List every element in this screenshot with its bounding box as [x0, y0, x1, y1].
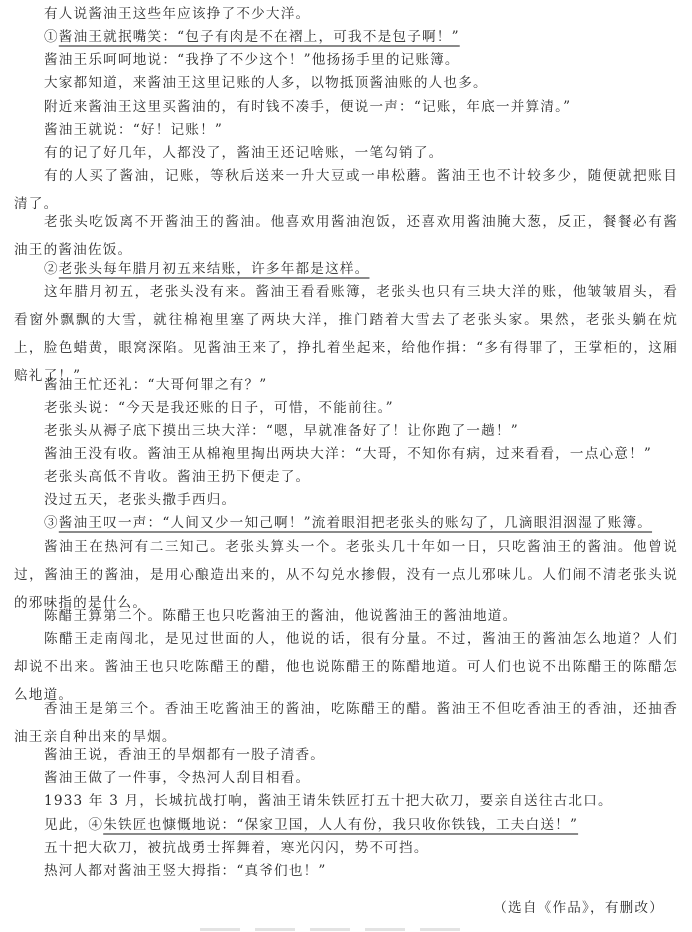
paragraph: 五十把大砍刀，被抗战勇士挥舞着，寒光闪闪，势不可挡。 [44, 839, 429, 856]
underlined-sentence-3: 酱油王叹一声：“人间又少一知己啊！”流着眼泪把老张头的账勾了，几滴眼泪洇湿了账簿。 [58, 515, 653, 532]
paragraph: 有的人买了酱油，记账，等秋后送来一升大豆或一串松蘑。酱油王也不计较多少，随便就把账目清了。 [14, 168, 678, 213]
underlined-sentence-4: 朱铁匠也慷慨地说：“保家卫国，人人有份，我只收你铁钱，工夫白送！” [103, 816, 579, 833]
paragraph: 酱油王在热河有二三知己。老张头算头一个。老张头几十年如一日，只吃酱油王的酱油。他曾说过，酱油王的酱油，是用心酿造出来的，从不勾兑水掺假，没有一点儿邪味儿。人们闹不清老张头说的邪味指的是什么。 [14, 538, 678, 611]
paragraph-prefix: 见此， [44, 816, 89, 833]
paragraph: 有人说酱油王这些年应该挣了不少大洋。 [44, 6, 311, 22]
marker-circled-1: ① [44, 29, 59, 46]
paragraph: 酱油王就说：“好！记账！” [44, 121, 224, 138]
underlined-sentence-1: 酱油王就抿嘴笑：“包子有肉是不在褶上，可我不是包子啊！” [58, 29, 460, 46]
marker-circled-2: ② [44, 260, 59, 277]
paragraph: 附近来酱油王这里买酱油的，有时钱不凑手，便说一声：“记账，年底一并算清。” [44, 98, 572, 115]
paragraph: 1933 年 3 月，长城抗战打响，酱油王请朱铁匠打五十把大砍刀，要亲自送往古北口。 [44, 793, 613, 810]
paragraph: 酱油王做了一件事，令热河人刮目相看。 [44, 770, 311, 787]
paragraph: 陈醋王走南闯北，是见过世面的人，他说的话，很有分量。不过，酱油王的酱油怎么地道？人们却说不出来。酱油王也只吃陈醋王的醋，他也说陈醋王的陈醋地道。可人们也说不出陈醋王的陈醋怎么地道。 [14, 631, 678, 704]
paragraph: 酱油王没有收。酱油王从棉袍里掏出两块大洋：“大哥，不知你有病，过来看看，一点心意！” [44, 446, 653, 462]
paragraph: 酱油王乐呵呵地说：“我挣了不少这个！”他扬扬手里的记账簿。 [44, 52, 460, 69]
paragraph: 香油王是第三个。香油王吃酱油王的酱油，吃陈醋王的醋。酱油王不但吃香油王的香油，还抽香油王亲自种出来的旱烟。 [14, 700, 678, 745]
paragraph: 没过五天，老张头撒手西归。 [44, 492, 237, 509]
paragraph: 老张头说：“今天是我还账的日子，可惜，不能前往。” [44, 399, 394, 416]
paragraph: 酱油王说，香油王的旱烟都有一股子清香。 [44, 747, 326, 764]
paragraph: 有的记了好几年，人都没了，酱油王还记啥账，一笔勾销了。 [44, 144, 444, 161]
footer-divider [200, 928, 460, 931]
paragraph: 酱油王忙还礼：“大哥何罪之有？” [44, 376, 268, 393]
paragraph: 老张头从褥子底下摸出三块大洋：“嗯，早就准备好了！让你跑了一趟！” [44, 422, 519, 439]
source-citation: （选自《作品》，有删改） [493, 900, 664, 916]
paragraph: 大家都知道，来酱油王这里记账的人多，以物抵顶酱油账的人也多。 [44, 75, 488, 92]
paragraph: 这年腊月初五，老张头没有来。酱油王看看账簿，老张头也只有三块大洋的账，他皱皱眉头，看看窗外飘飘的大雪，就往棉袍里塞了两块大洋，推门踏着大雪去了老张头家。果然，老张头躺在炕上，脸色蜡黄，眼窝深陷。见酱油王来了，挣扎着坐起来，给他作揖：“多有得罪了，王掌柜的，这厢赔礼了！” [14, 283, 678, 384]
marker-circled-4: ④ [88, 816, 104, 833]
paragraph: 老张头吃饭离不开酱油王的酱油。他喜欢用酱油泡饭，还喜欢用酱油腌大葱，反正，餐餐必有酱油王的酱油佐饭。 [14, 214, 678, 259]
paragraph: 陈醋王算第二个。陈醋王也只吃酱油王的酱油，他说酱油王的酱油地道。 [44, 608, 518, 625]
marker-circled-3: ③ [44, 515, 59, 532]
paragraph: 老张头高低不肯收。酱油王扔下便走了。 [44, 469, 311, 486]
paragraph: 热河人都对酱油王竖大拇指：“真爷们也！” [44, 862, 327, 879]
underlined-sentence-2: 老张头每年腊月初五来结账，许多年都是这样。 [58, 260, 370, 277]
